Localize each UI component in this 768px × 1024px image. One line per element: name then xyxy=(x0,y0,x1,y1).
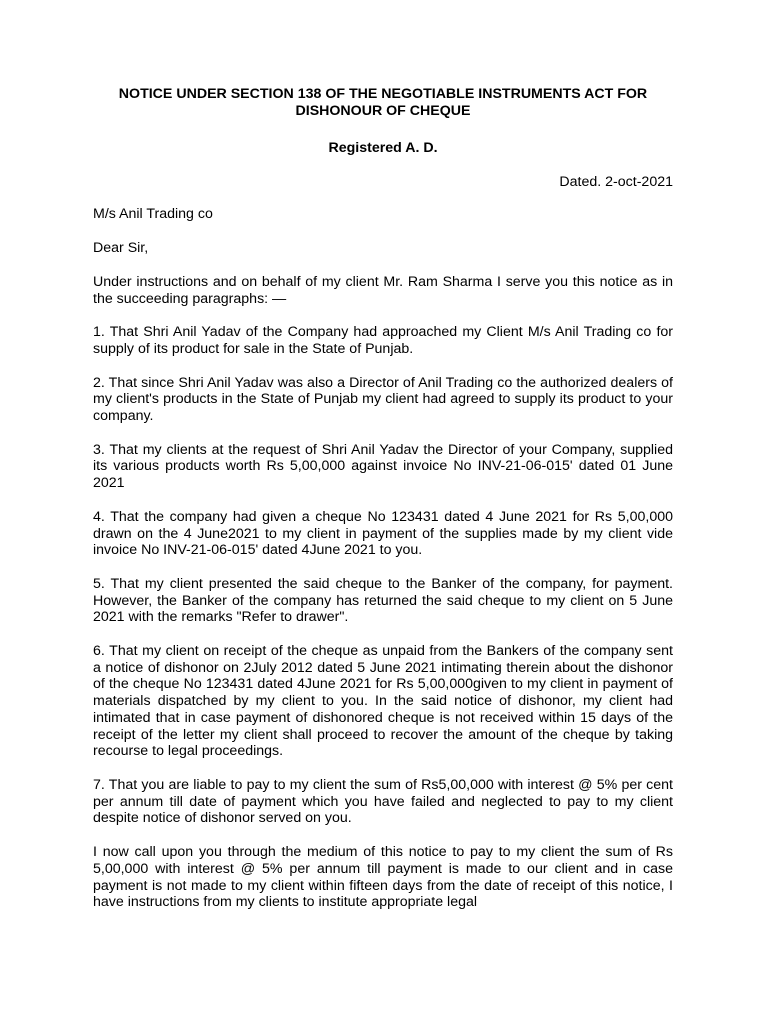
salutation: Dear Sir, xyxy=(93,240,149,257)
registered-ad-label: Registered A. D. xyxy=(328,140,438,156)
legal-notice-page xyxy=(93,86,673,911)
paragraph-5: 5. That my client presented the said cheque to the Banker of the company, for payment. However, the Banker of the company has returned the said cheque to my client on 5 June 2021 with the remarks "Refer to drawer". xyxy=(93,575,673,626)
paragraph-1: 1. That Shri Anil Yadav of the Company had approached my Client M/s Anil Trading co for supply of its product for sale in the State of Punjab. xyxy=(93,324,673,357)
intro-paragraph: Under instructions and on behalf of my client Mr. Ram Sharma I serve you this notice as in the succeeding paragraphs: — xyxy=(93,273,673,307)
notice-date: Dated. 2-oct-2021 xyxy=(559,173,673,190)
paragraph-2: 2. That since Shri Anil Yadav was also a Director of Anil Trading co the authorized dealers of my client's products in the State of Punjab my client had agreed to supply its product to your company. xyxy=(93,374,673,425)
addressee: M/s Anil Trading co xyxy=(93,206,213,223)
paragraph-4: 4. That the company had given a cheque No 123431 dated 4 June 2021 for Rs 5,00,000 drawn on the 4 June2021 to my client in payment of the supplies made by my client vide invoice No INV-21-06-015' dated 4June 2021 to you. xyxy=(93,508,673,559)
paragraph-3: 3. That my clients at the request of Shri Anil Yadav the Director of your Company, supplied its various products worth Rs 5,00,000 against invoice No INV-21-06-015' dated 01 June 2021 xyxy=(93,441,673,492)
paragraph-6: 6. That my client on receipt of the cheque as unpaid from the Bankers of the company sent a notice of dishonor on 2July 2012 dated 5 June 2021 intimating therein about the dishonor of the cheque No 123431 dated 4June 2021 for Rs 5,00,000given to my client in payment of materials dispatched by my client to you. In the said notice of dishonor, my client had intimated that in case payment of dishonored cheque is not received within 15 days of the receipt of the letter my client shall proceed to recover the amount of the cheque by taking recourse to legal proceedings. xyxy=(93,643,673,760)
notice-title: NOTICE UNDER SECTION 138 OF THE NEGOTIABLE INSTRUMENTS ACT FOR DISHONOUR OF CHEQUE xyxy=(118,86,648,119)
demand-paragraph: I now call upon you through the medium of this notice to pay to my client the sum of Rs 5,00,000 with interest @ 5% per annum till payment is made to our client and in case payment is not made to my client within fifteen days from the date of receipt of this notice, I have instructions from my clients to institute appropriate legal xyxy=(93,844,673,911)
paragraph-7: 7. That you are liable to pay to my client the sum of Rs5,00,000 with interest @ 5% per cent per annum till date of payment which you have failed and neglected to pay to my client despite notice of dishonor served on you. xyxy=(93,776,673,827)
